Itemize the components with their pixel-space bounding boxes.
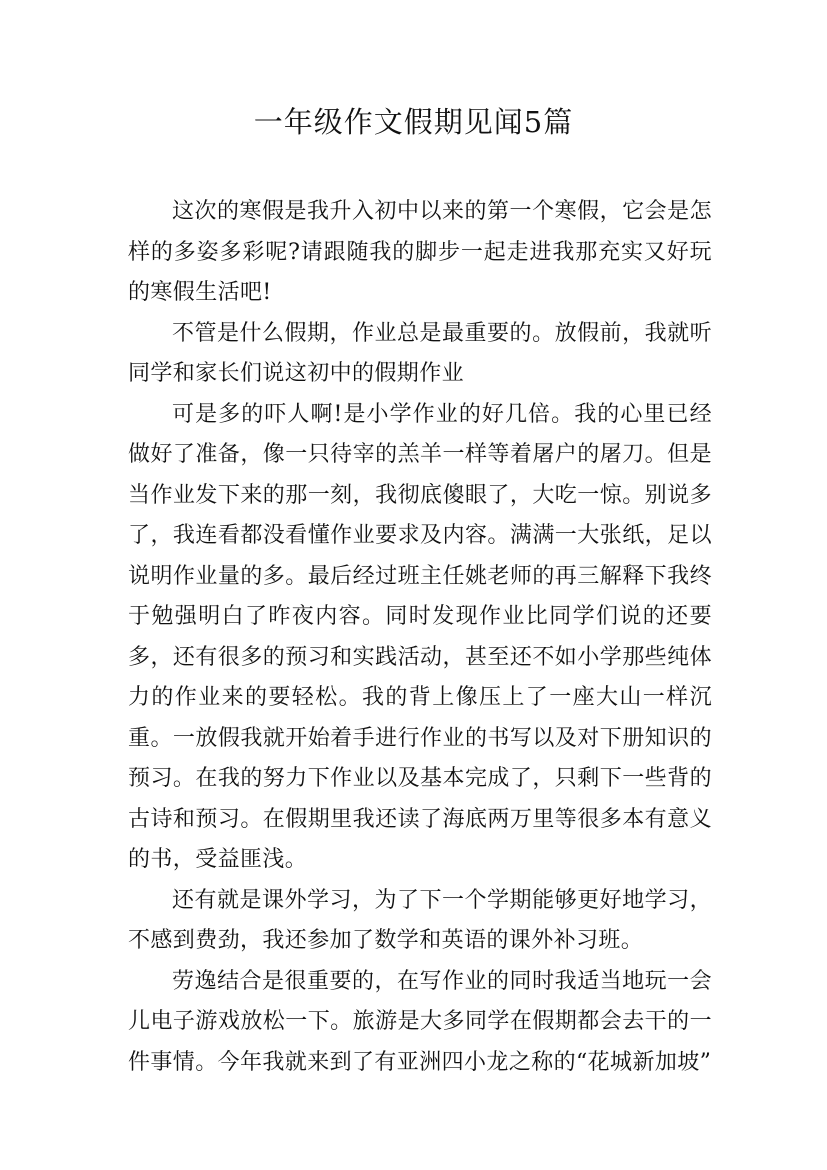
paragraph: 这次的寒假是我升入初中以来的第一个寒假，它会是怎样的多姿多彩呢?请跟随我的脚步一起走进我那充实又好玩的寒假生活吧! — [128, 199, 712, 305]
paragraph: 不管是什么假期，作业总是最重要的。放假前，我就听同学和家长们说这初中的假期作业 — [128, 320, 712, 386]
document-body — [128, 192, 712, 1083]
paragraph: 可是多的吓人啊!是小学作业的好几倍。我的心里已经做好了准备，像一只待宰的羔羊一样等着屠户的屠刀。但是当作业发下来的那一刻，我彻底傻眼了，大吃一惊。别说多了，我连看都没看懂作业要求及内容。满满一大张纸，足以说明作业量的多。最后经过班主任姚老师的再三解释下我终于勉强明白了昨夜内容。同时发现作业比同学们说的还要多，还有很多的预习和实践活动，甚至还不如小学那些纯体力的作业来的要轻松。我的背上像压上了一座大山一样沉重。一放假我就开始着手进行作业的书写以及对下册知识的预习。在我的努力下作业以及基本完成了，只剩下一些背的古诗和预习。在假期里我还读了海底两万里等很多本有意义的书，受益匪浅。 — [128, 401, 712, 872]
document-title: 一年级作文假期见闻5篇 — [253, 105, 574, 139]
paragraph: 劳逸结合是很重要的，在写作业的同时我适当地玩一会儿电子游戏放松一下。旅游是大多同学在假期都会去干的一件事情。今年我就来到了有亚洲四小龙之称的“花城新加坡” — [128, 968, 712, 1075]
paragraph: 还有就是课外学习，为了下一个学期能够更好地学习，不感到费劲，我还参加了数学和英语的课外补习班。 — [128, 887, 712, 953]
